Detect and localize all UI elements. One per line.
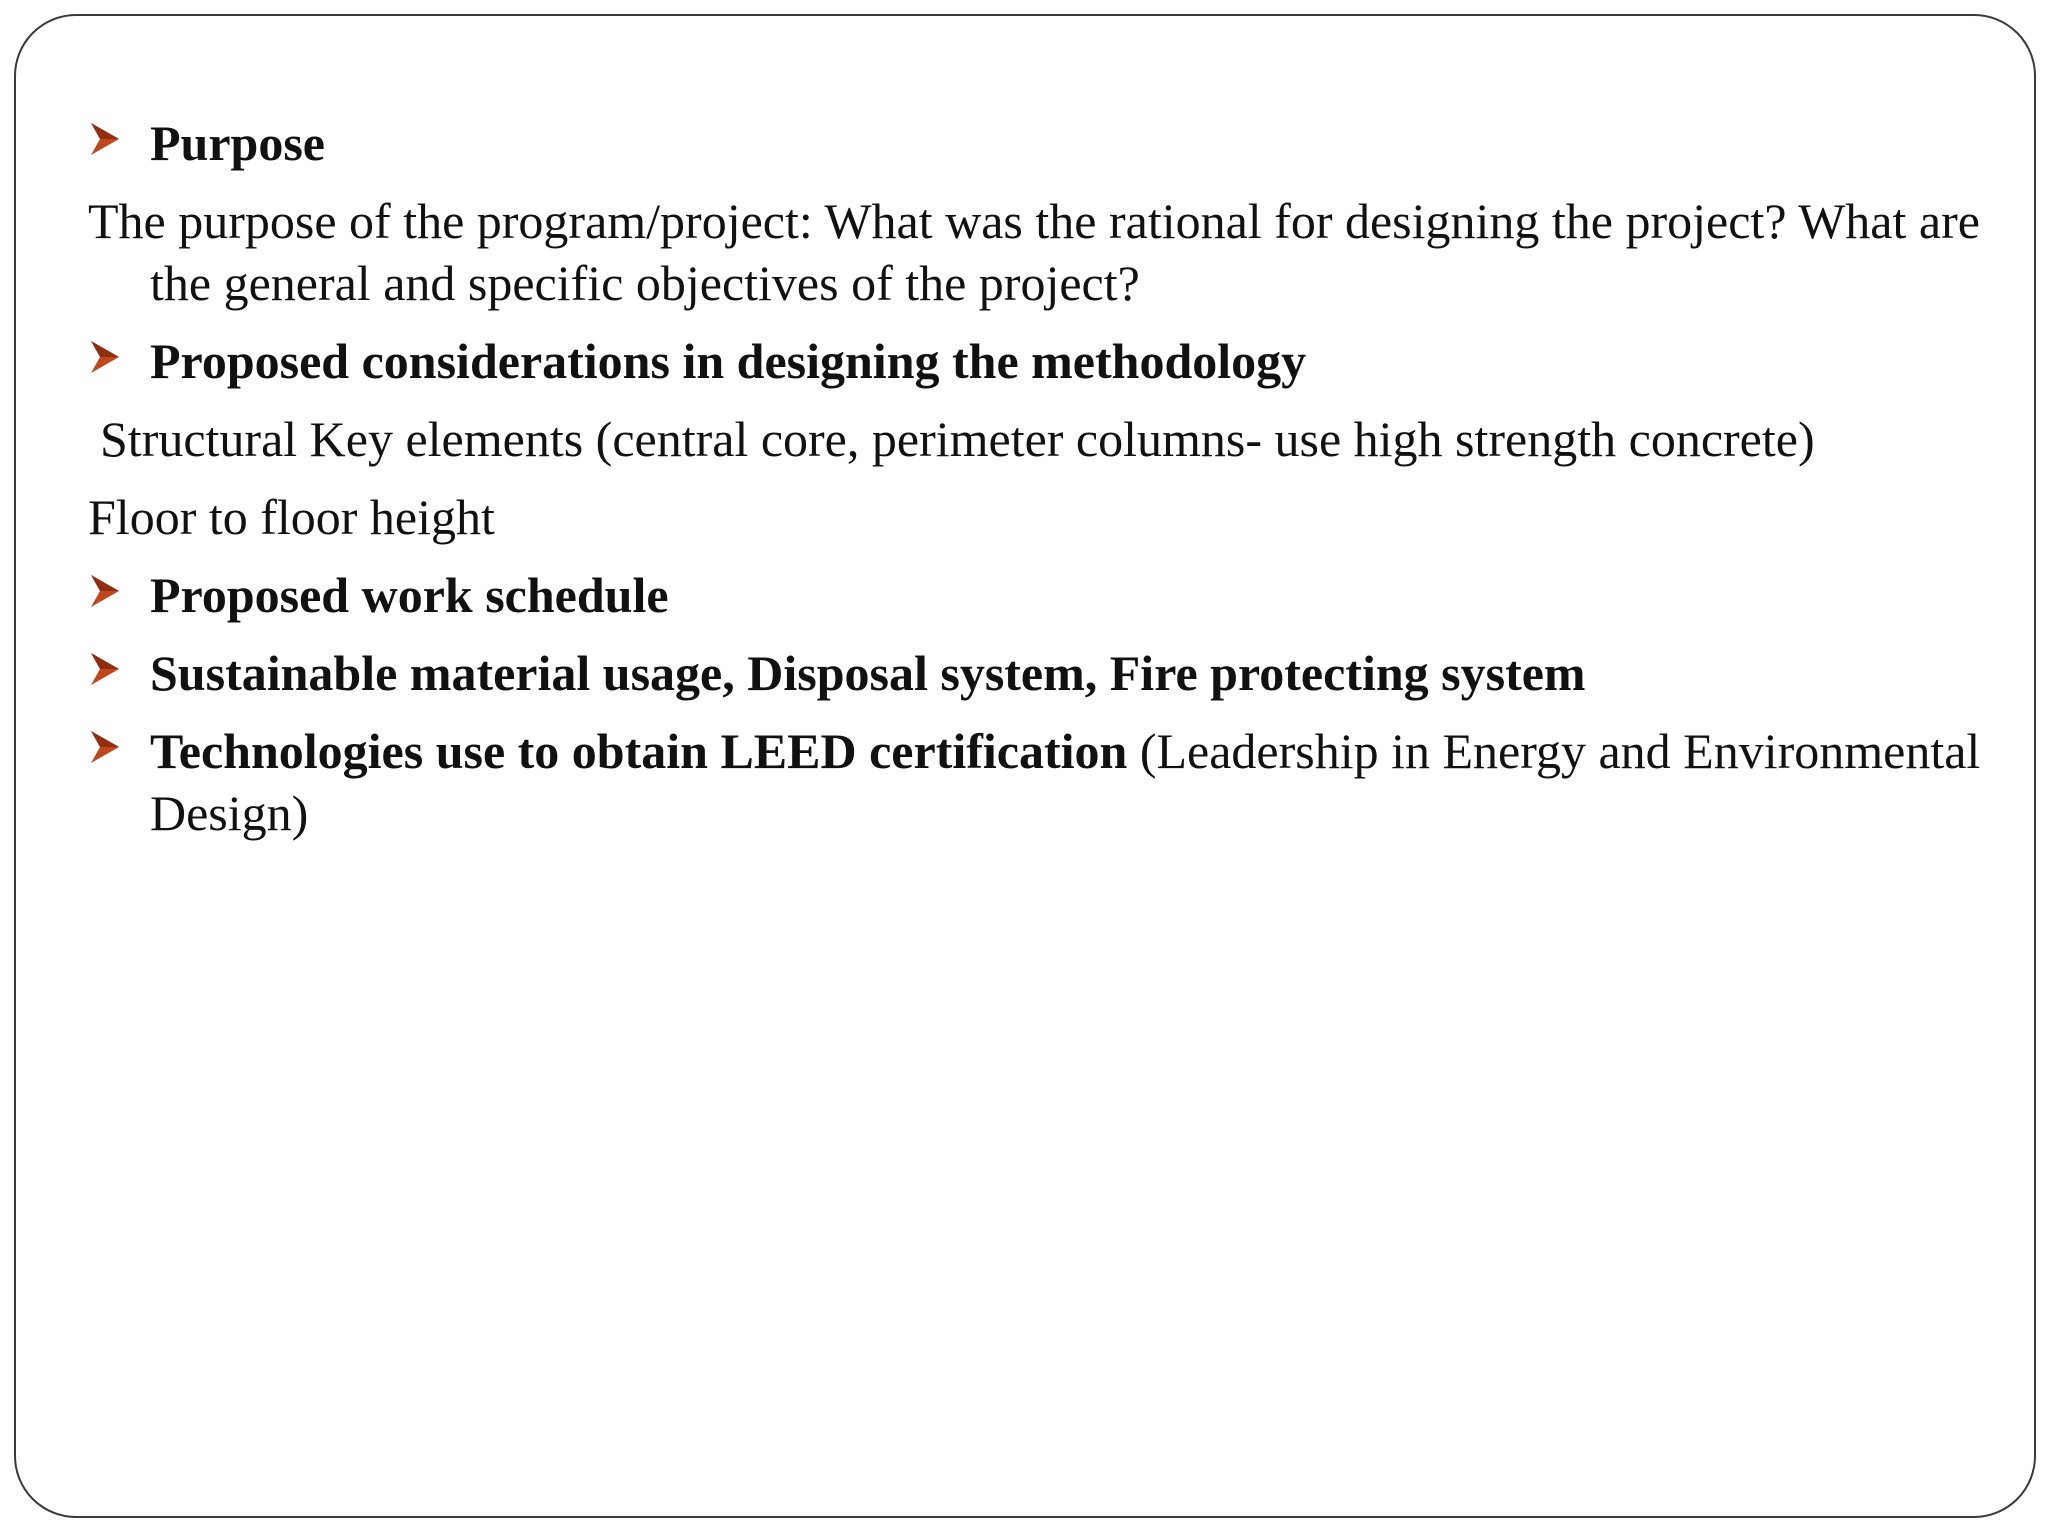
slide-content <box>88 112 1988 860</box>
structural-elements-text: Structural Key elements (central core, perimeter columns- use high strength concrete) <box>100 411 1815 467</box>
bullet-leed-technologies <box>88 720 1988 844</box>
arrow-bullet-icon <box>90 122 120 156</box>
bullet-leed-title: Technologies use to obtain LEED certification <box>150 723 1128 779</box>
bullet-methodology-title: Proposed considerations in designing the methodology <box>150 333 1307 389</box>
purpose-description: The purpose of the program/project: What was the rational for designing the project? What are the general and specific objectives of the project? <box>88 193 1980 311</box>
arrow-bullet-icon <box>90 340 120 374</box>
bullet-leed-subtext: (Leadership in Energy and Environmental Design) <box>150 723 1981 841</box>
bullet-work-schedule <box>88 564 1988 626</box>
arrow-bullet-icon <box>90 730 120 764</box>
bullet-purpose-title: Purpose <box>150 115 325 171</box>
slide-frame <box>14 14 2036 1518</box>
bullet-methodology <box>88 330 1988 392</box>
arrow-bullet-icon <box>90 652 120 686</box>
bullet-purpose <box>88 112 1988 174</box>
bullet-work-schedule-title: Proposed work schedule <box>150 567 669 623</box>
arrow-bullet-icon <box>90 574 120 608</box>
floor-height-text: Floor to floor height <box>88 489 495 545</box>
bullet-sustainable-material <box>88 642 1988 704</box>
bullet-sustainable-material-title: Sustainable material usage, Disposal system, Fire protecting system <box>150 645 1586 701</box>
